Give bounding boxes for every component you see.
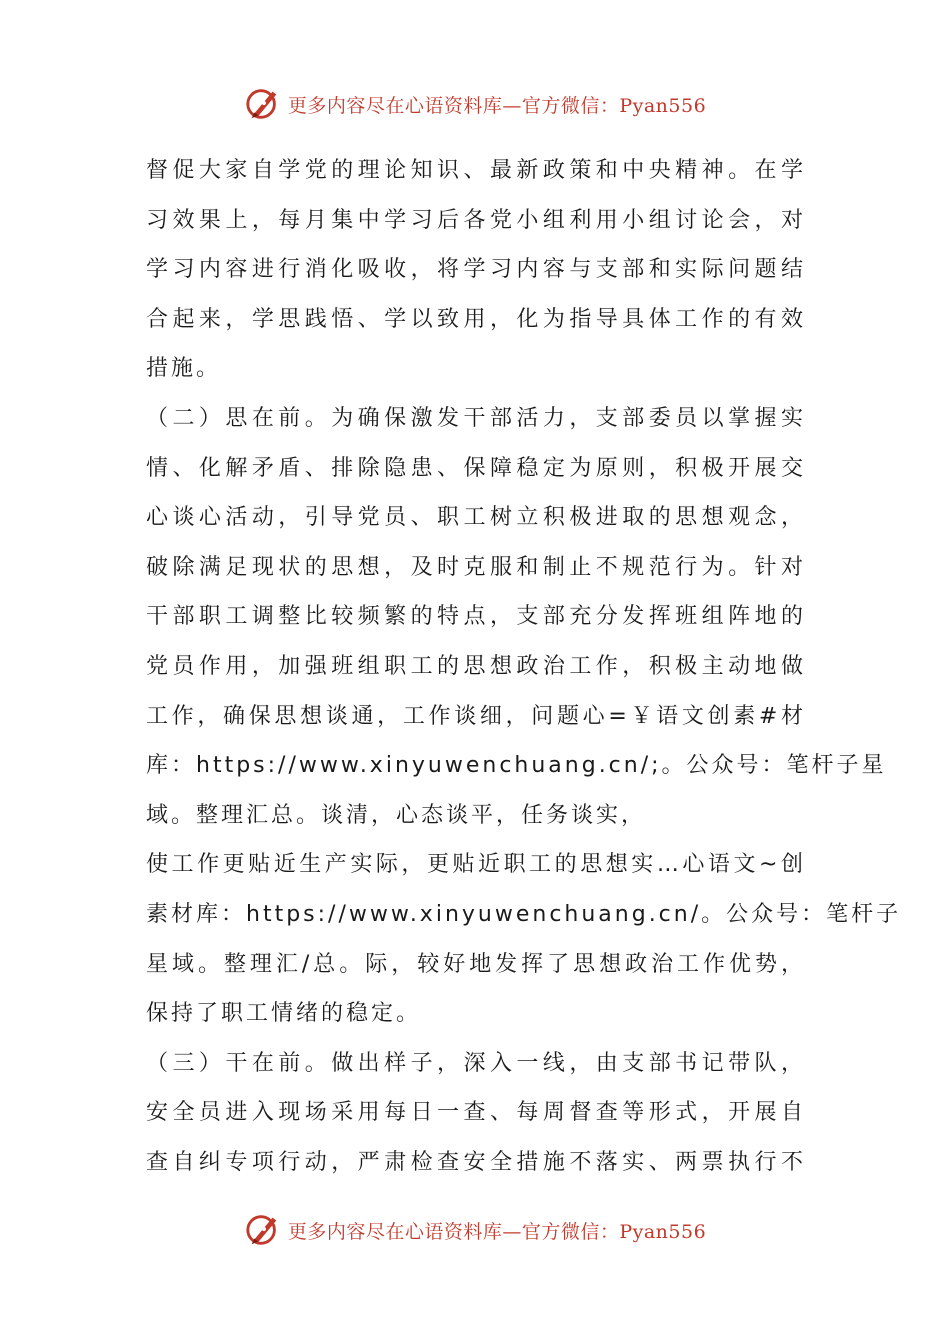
text-line: 使工作更贴近生产实际，更贴近职工的思想实…心语文~创 — [146, 852, 806, 878]
text-line: 保持了职工情绪的稳定。 — [146, 1001, 422, 1027]
text-line: 干部职工调整比较频繁的特点，支部充分发挥班组阵地的 — [146, 604, 806, 630]
paragraph — [146, 840, 902, 1038]
paragraph — [146, 1039, 806, 1188]
header-banner — [0, 82, 950, 126]
text-line: 措施。 — [146, 356, 222, 382]
pen-logo-icon — [244, 1211, 282, 1249]
text-line: 域。整理汇总。谈清，心态谈平，任务谈实， — [146, 802, 647, 828]
pen-logo-icon — [244, 85, 282, 123]
text-line: 破除满足现状的思想，及时克服和制止不规范行为。针对 — [146, 554, 806, 580]
text-line: 星域。整理汇/总。际，较好地发挥了思想政治工作优势， — [146, 951, 806, 977]
text-line: 情、化解矛盾、排除隐患、保障稳定为原则，积极开展交 — [146, 455, 806, 481]
text-line: 学习内容进行消化吸收，将学习内容与支部和实际问题结 — [146, 257, 806, 283]
text-line: 安全员进入现场采用每日一查、每周督查等形式，开展自 — [146, 1100, 806, 1126]
text-line: （三）干在前。做出样子，深入一线，由支部书记带队， — [146, 1050, 806, 1076]
text-line: 党员作用，加强班组职工的思想政治工作，积极主动地做 — [146, 653, 806, 679]
text-line: 合起来，学思践悟、学以致用，化为指导具体工作的有效 — [146, 306, 806, 332]
footer-banner — [0, 1208, 950, 1252]
text-line: （二）思在前。为确保激发干部活力，支部委员以掌握实 — [146, 405, 806, 431]
text-line: 工作，确保思想谈通，工作谈细，问题心=￥语文创素#材 — [146, 703, 806, 729]
footer-banner-text: 更多内容尽在心语资料库—官方微信：Pyan556 — [287, 1220, 707, 1243]
text-line: 库：https://www.xinyuwenchuang.cn/;。公众号：笔杆子星 — [146, 753, 887, 779]
text-line: 督促大家自学党的理论知识、最新政策和中央精神。在学 — [146, 158, 806, 183]
text-line: 习效果上，每月集中学习后各党小组利用小组讨论会，对 — [146, 207, 806, 233]
paragraph — [146, 146, 806, 394]
text-line: 查自纠专项行动，严肃检查安全措施不落实、两票执行不 — [146, 1149, 806, 1175]
text-line: 心谈心活动，引导党员、职工树立积极进取的思想观念， — [146, 505, 806, 531]
paragraph — [146, 394, 887, 840]
header-banner-text: 更多内容尽在心语资料库—官方微信：Pyan556 — [287, 94, 707, 117]
document-body — [146, 146, 902, 1187]
text-line: 素材库：https://www.xinyuwenchuang.cn/。公众号：笔杆子 — [146, 901, 902, 927]
